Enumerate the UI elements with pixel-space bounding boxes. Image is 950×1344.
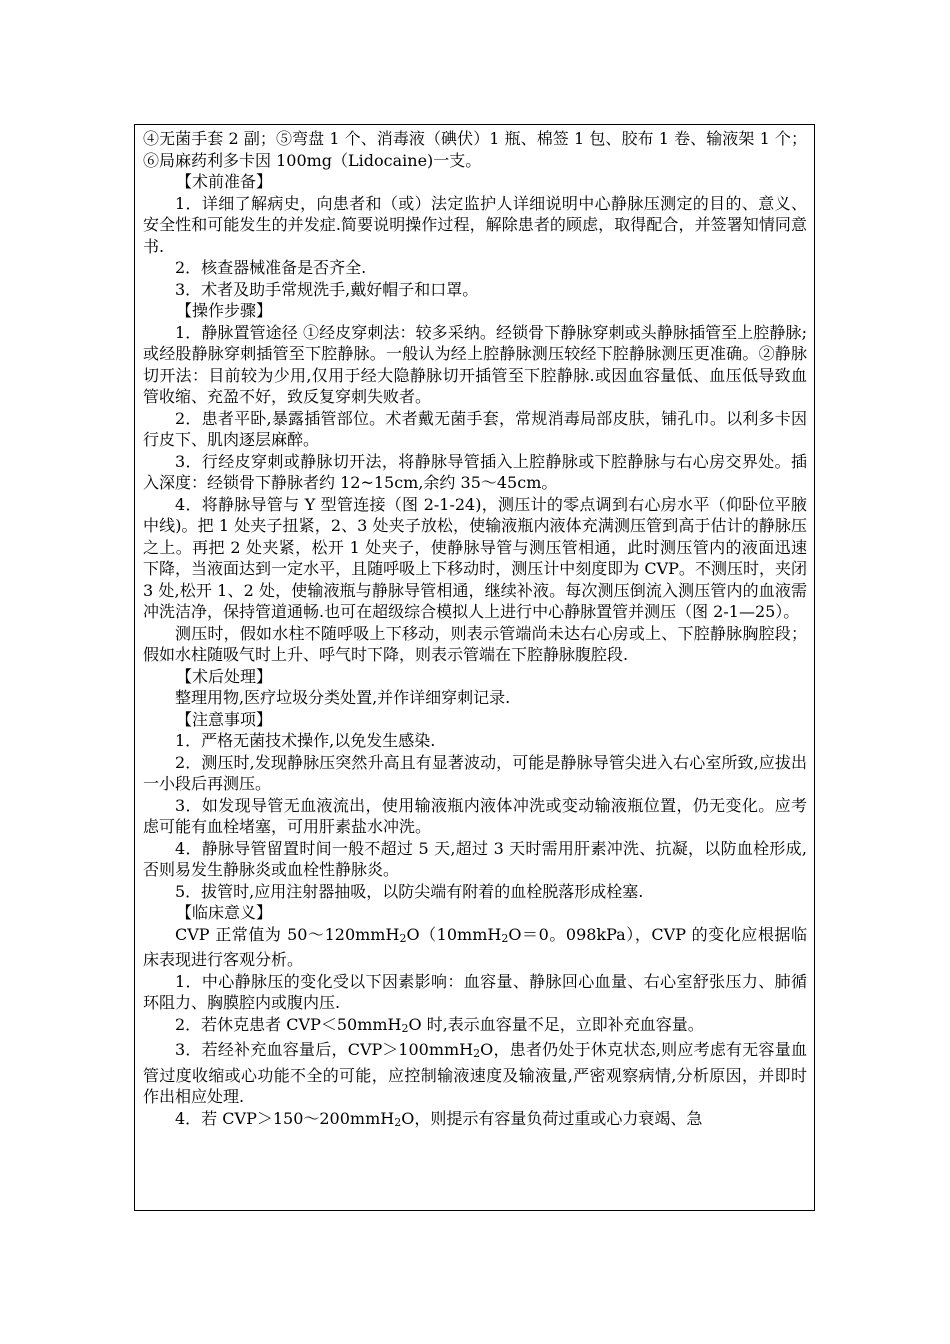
subscript: 2 — [501, 931, 509, 945]
section-heading-clinical: 【临床意义】 — [176, 903, 273, 922]
supplies-line: ④无菌手套 2 副；⑤弯盘 1 个、消毒液（碘伏）1 瓶、棉签 1 包、胶布 1 卷、输液架 1 个；⑥局麻药利多卡因 100mg（Lidocaine)一支。 — [143, 129, 807, 170]
clinical-para-1: 1．中心静脉压的变化受以下因素影响：血容量、静脉回心血量、右心室舒张压力、肺循环阻力、胸膜腔内或腹内压. — [143, 971, 807, 1012]
notes-para-3: 3．如发现导管无血液流出，使用输液瓶内液体冲洗或变动输液瓶位置，仍无变化。应考虑可能有血栓堵塞，可用肝素盐水冲洗。 — [143, 795, 807, 836]
text-run: 4．若 CVP＞150～200mmH — [175, 1108, 395, 1128]
document-body — [143, 128, 807, 1133]
postop-para-1: 整理用物,医疗垃圾分类处置,并作详细穿刺记录. — [175, 688, 511, 707]
preop-para-3: 3．术者及助手常规洗手,戴好帽子和口罩。 — [175, 279, 479, 299]
steps-para-1: 1．静脉置管途径 ①经皮穿刺法：较多采纳。经锁骨下静脉穿刺或头静脉插管至上腔静脉;或经股静脉穿刺插管至下腔静脉。一般认为经上腔静脉测压较经下腔静脉测压更准确。②静脉切开法：目前较为少用,仅用于经大隐静脉切开插管至下腔静脉.或因血容量低、血压低导致血管收缩、充盈不好，致反复穿刺失败者。 — [143, 322, 807, 406]
subscript: 2 — [394, 1115, 402, 1129]
steps-para-3: 3．行经皮穿刺或静脉切开法，将静脉导管插入上腔静脉或下腔静脉与右心房交界处。插入深度：经锁骨下静脉者约 12~15cm,余约 35～45cm。 — [143, 451, 807, 492]
subscript: 2 — [401, 1021, 409, 1035]
section-heading-postop: 【术后处理】 — [176, 666, 273, 686]
notes-para-1: 1．严格无菌技术操作,以免发生感染. — [175, 731, 436, 750]
section-heading-steps: 【操作步骤】 — [176, 301, 273, 320]
preop-para-2: 2．核查器械准备是否齐全. — [175, 258, 367, 277]
steps-para-4: 4．将静脉导管与 Y 型管连接（图 2-1-24)，测压计的零点调到右心房水平（仰卧位平腋中线)。把 1 处夹子扭紧，2、3 处夹子放松，使输液瓶内液体充满测压管到高于估计的静脉压之上。再把 2 处夹紧，松开 1 处夹子，使静脉导管与测压管相通，此时测压管内的液面迅速下降，当液面达到一定水平，且随呼吸上下移动时，测压计中刻度即为 CVP。不测压时，夹闭 3 处,松开 1、2 处，使输液瓶与静脉导管相通，继续补液。每次测压倒流入测压管内的血液需冲洗洁净，保持管道通畅.也可在超级综合模拟人上进行中心静脉置管并测压（图 2-1—25）。 — [143, 494, 807, 621]
text-run: 3．若经补充血容量后，CVP＞100mmH — [175, 1040, 474, 1059]
text-run: O＝0。098kPa），CVP 的变化应根据临床表现进行客观分析。 — [143, 924, 807, 969]
text-run: O，则提示有容量负荷过重或心力衰竭、急 — [401, 1108, 703, 1128]
text-run: CVP 正常值为 50～120mmH — [175, 924, 400, 944]
steps-para-5: 测压时，假如水柱不随呼吸上下移动，则表示管端尚未达右心房或上、下腔静脉胸腔段；假如水柱随吸气时上升、呼气时下降，则表示管端在下腔静脉腹腔段. — [143, 623, 807, 664]
section-heading-notes: 【注意事项】 — [176, 709, 273, 729]
subscript: 2 — [399, 931, 407, 945]
steps-para-2: 2．患者平卧,暴露插管部位。术者戴无菌手套，常规消毒局部皮肤，铺孔巾。以利多卡因行皮下、肌肉逐层麻醉。 — [143, 408, 807, 449]
subscript: 2 — [473, 1047, 481, 1060]
clinical-para-4 — [143, 1108, 807, 1134]
preop-para-1: 1．详细了解病史，向患者和（或）法定监护人详细说明中心静脉压测定的目的、意义、安全性和可能发生的并发症.简要说明操作过程，解除患者的顾虑，取得配合，并签署知情同意书. — [143, 193, 807, 256]
text-run: O，患者仍处于休克状态,则应考虑有无容量血管过度收缩或心功能不全的可能，应控制输液速度及输液量,严密观察病情,分析原因，并即时作出相应处理. — [143, 1040, 807, 1106]
notes-para-5: 5．拔管时,应用注射器抽吸，以防尖端有附着的血栓脱落形成栓塞. — [175, 881, 644, 901]
text-run: 2．若休克患者 CVP＜50mmH — [175, 1014, 402, 1034]
text-run: O（10mmH — [406, 924, 502, 944]
text-run: O 时,表示血容量不足，立即补充血容量。 — [408, 1014, 704, 1034]
notes-para-4: 4．静脉导管留置时间一般不超过 5 天,超过 3 天时需用肝素冲洗、抗凝，以防血栓形成,否则易发生静脉炎或血栓性静脉炎。 — [143, 838, 807, 879]
clinical-para-0 — [143, 924, 807, 971]
notes-para-2: 2．测压时,发现静脉压突然升高且有显著波动，可能是静脉导管尖进入右心室所致,应拔出一小段后再测压。 — [143, 752, 807, 793]
clinical-para-2 — [143, 1014, 807, 1040]
clinical-para-3 — [143, 1039, 807, 1108]
section-heading-preop: 【术前准备】 — [176, 172, 273, 191]
